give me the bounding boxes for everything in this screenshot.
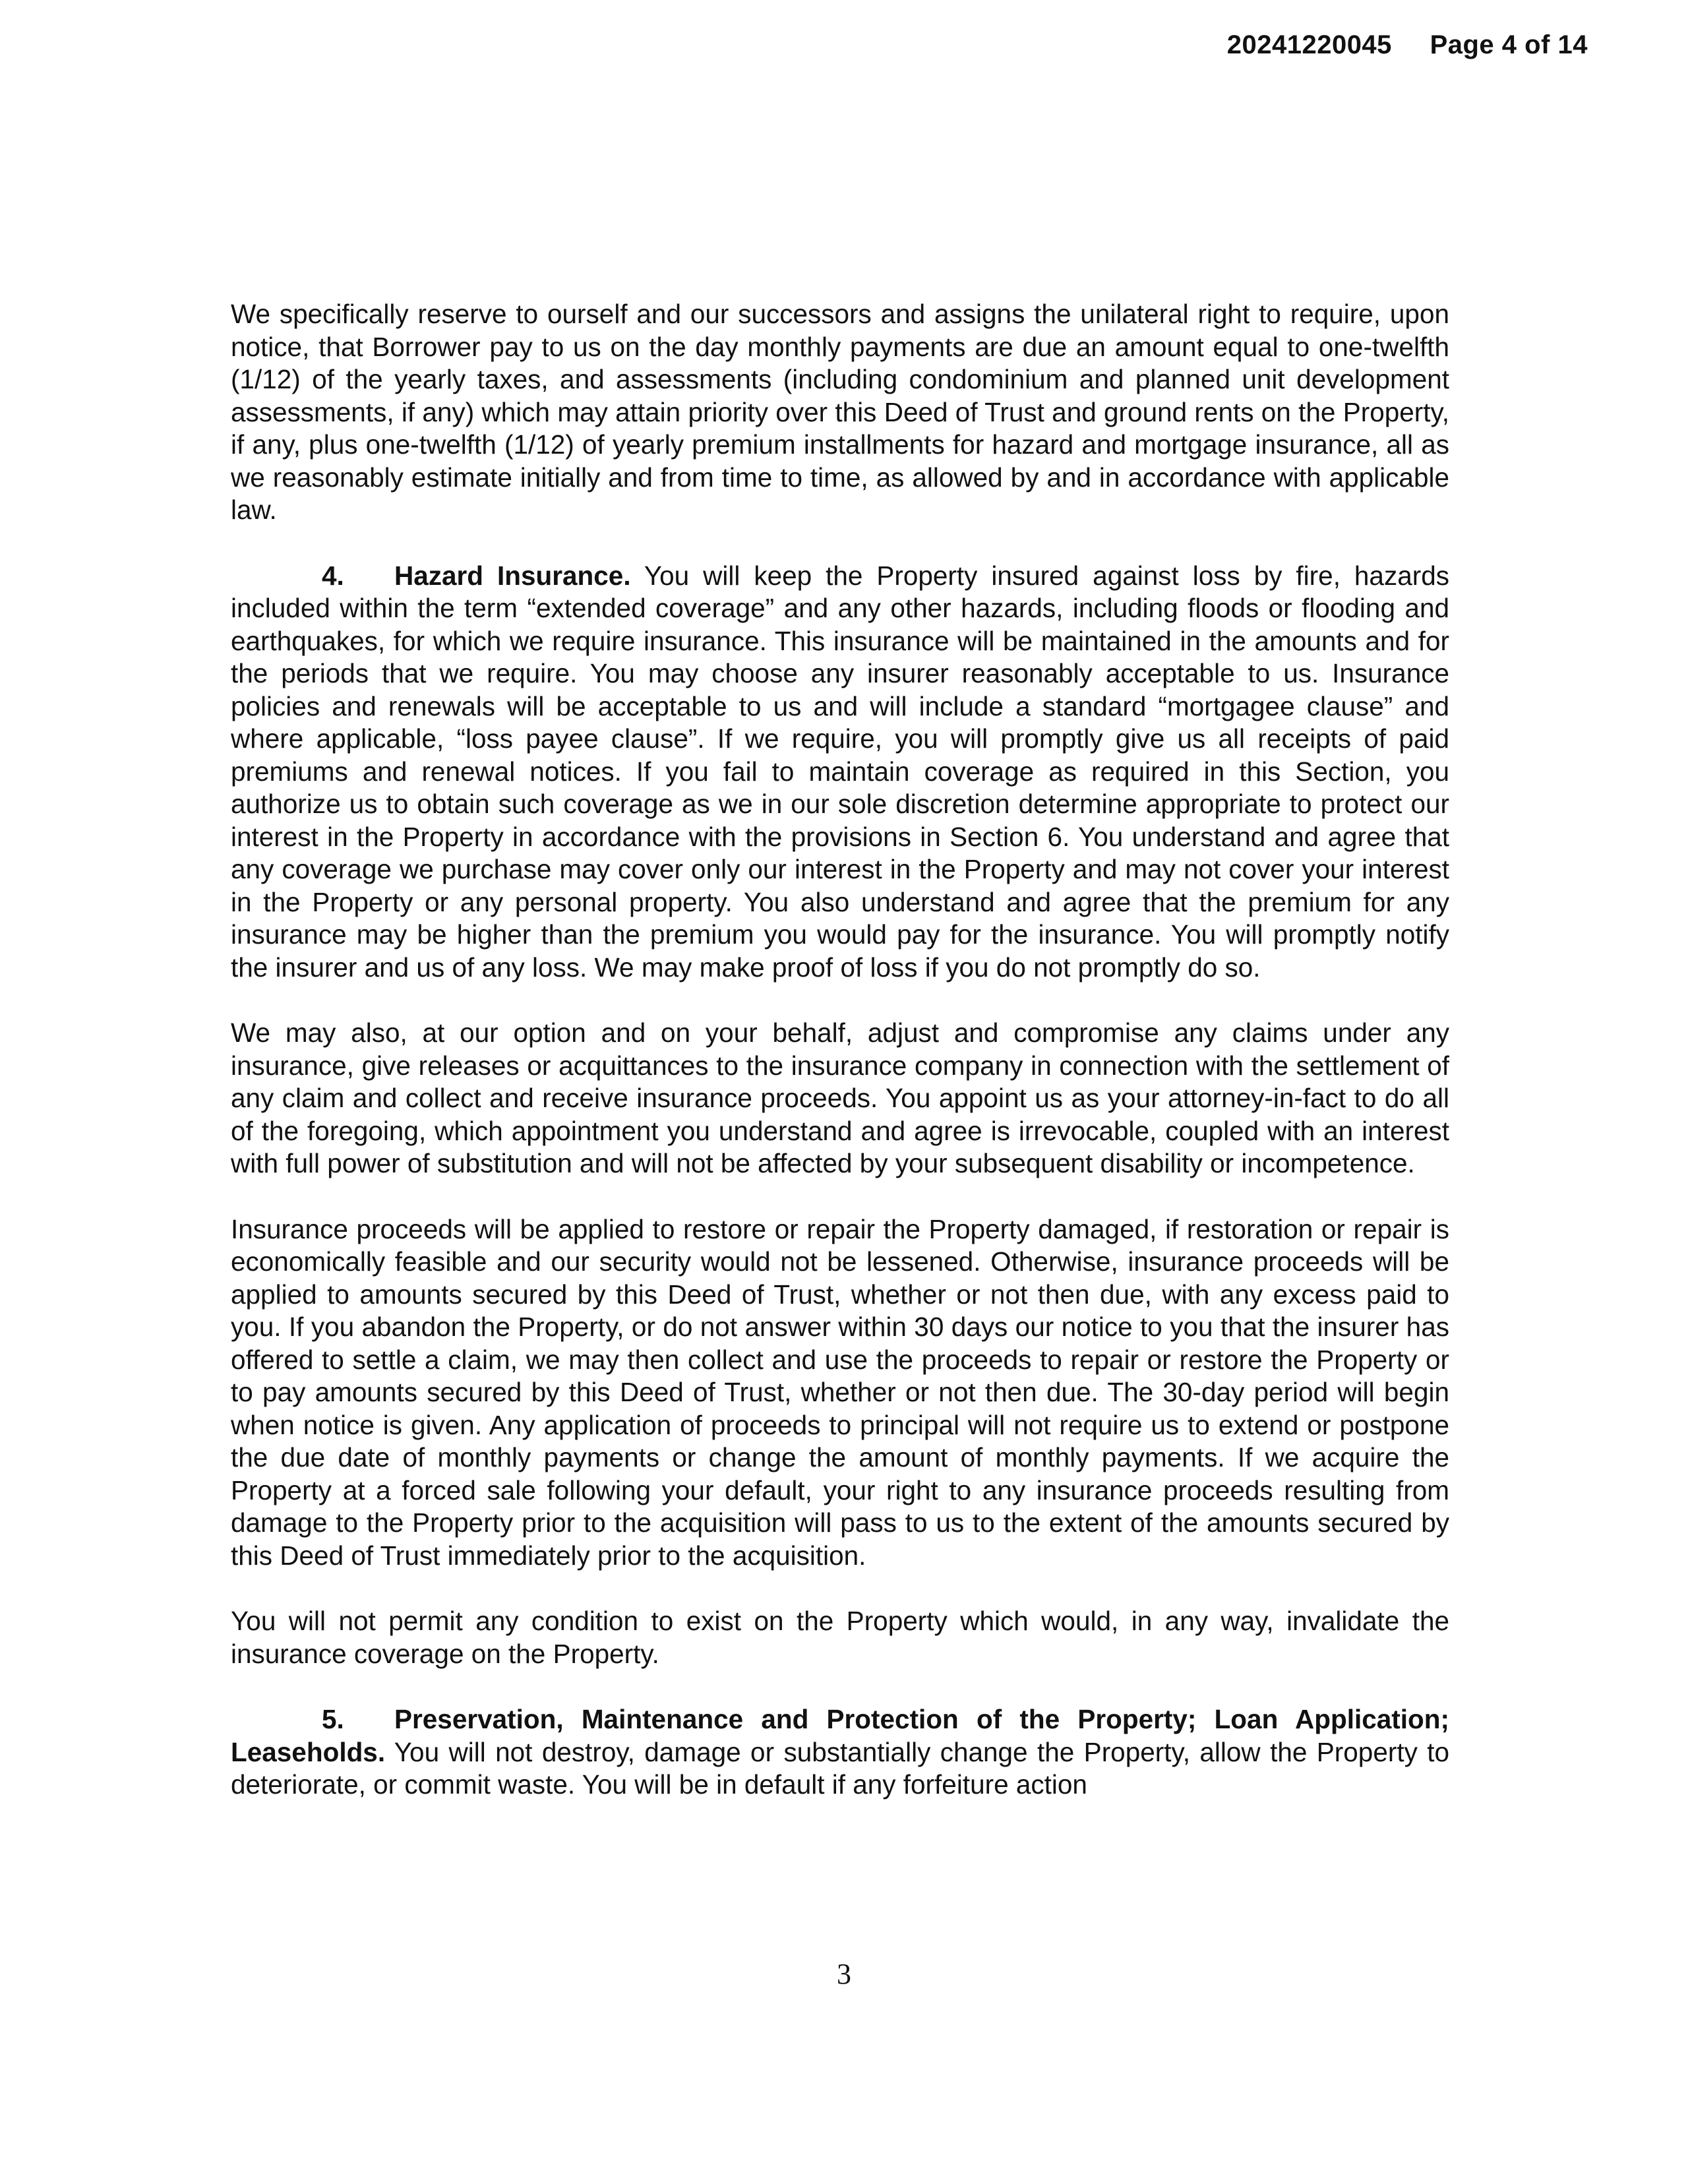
section-5-body: You will not destroy, damage or substantially change the Property, allow the Property to deteriorate, or commit waste. You will be in default if any forfeiture action [231, 1736, 1449, 1800]
proceeds-paragraph: Insurance proceeds will be applied to restore or repair the Property damaged, if restoration or repair is economically feasible and our security would not be lessened. Otherwise, insurance proceeds will be applied to amounts secured by this Deed of Trust, whether or not then due, with any excess paid to you. If you abandon the Property, or do not answer within 30 days our notice to you that the insurer has offered to settle a claim, we may then collect and use the proceeds to repair or restore the Property or to pay amounts secured by this Deed of Trust, whether or not then due. The 30-day period will begin when notice is given. Any application of proceeds to principal will not require us to extend or postpone the due date of monthly payments or change the amount of monthly payments. If we acquire the Property at a forced sale following your default, your right to any insurance proceeds resulting from damage to the Property prior to the acquisition will pass to us to the extent of the amounts secured by this Deed of Trust immediately prior to the acquisition. [231, 1213, 1449, 1571]
page-header [1227, 30, 1588, 60]
section-4-paragraph [231, 560, 1449, 985]
escrow-paragraph: We specifically reserve to ourself and our successors and assigns the unilateral right to require, upon notice, that Borrower pay to us on the day monthly payments are due an amount equal to one-twelfth (1/12) of the yearly taxes, and assessments (including condominium and planned unit development assessments, if any) which may attain priority over this Deed of Trust and ground rents on the Property, if any, plus one-twelfth (1/12) of yearly premium installments for hazard and mortgage insurance, all as we reasonably estimate initially and from time to time, as allowed by and in accordance with applicable law. [231, 299, 1449, 525]
section-5-paragraph [231, 1703, 1449, 1802]
section-5-heading: Preservation, Maintenance and Protection of the Property; Loan Application; Leaseholds. [231, 1704, 1449, 1767]
section-5-number: 5. [322, 1704, 344, 1734]
section-4-number: 4. [322, 560, 344, 591]
section-4-body: You will keep the Property insured against loss by fire, hazards included within the term “extended coverage” and any other hazards, including floods or flooding and earthquakes, for which we require insurance. This insurance will be maintained in the amounts and for the periods that we require. You may choose any insurer reasonably acceptable to us. Insurance policies and renewals will be acceptable to us and will include a standard “mortgagee clause” and where applicable, “loss payee clause”. If we require, you will promptly give us all receipts of paid premiums and renewal notices. If you fail to maintain coverage as required in this Section, you authorize us to obtain such coverage as we in our sole discretion determine appropriate to protect our interest in the Property in accordance with the provisions in Section 6. You understand and agree that any coverage we purchase may cover only our interest in the Property and may not cover your interest in the Property or any personal property. You also understand and agree that the premium for any insurance may be higher than the premium you would pay for the insurance. You will promptly notify the insurer and us of any loss. We may make proof of loss if you do not promptly do so. [231, 560, 1449, 983]
claims-paragraph: We may also, at our option and on your behalf, adjust and compromise any claims under any insurance, give releases or acquittances to the insurance company in connection with the settlement of any claim and collect and receive insurance proceeds. You appoint us as your attorney-in-fact to do all of the foregoing, which appointment you understand and agree is irrevocable, coupled with an interest with full power of substitution and will not be affected by your subsequent disability or incompetence. [231, 1017, 1449, 1178]
page-number: 3 [837, 1958, 851, 1990]
section-4-heading: Hazard Insurance. [394, 560, 631, 591]
document-body [231, 298, 1449, 1835]
document-number: 20241220045 [1226, 30, 1392, 59]
page-label: Page 4 of 14 [1430, 30, 1588, 59]
condition-paragraph: You will not permit any condition to exist on the Property which would, in any way, invalidate the insurance coverage on the Property. [231, 1606, 1449, 1669]
